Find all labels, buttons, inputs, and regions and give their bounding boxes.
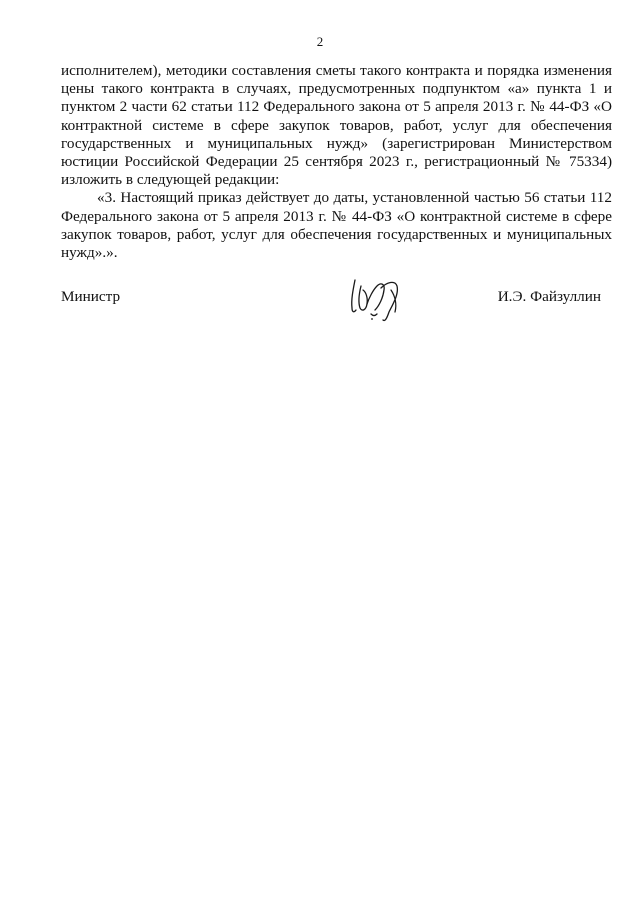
signatory-name: И.Э. Файзуллин xyxy=(497,288,601,305)
document-body xyxy=(61,62,612,262)
paragraph-clause-3: «3. Настоящий приказ действует до даты, установленной частью 56 статьи 112 Федерального закона от 5 апреля 2013 г. № 44-ФЗ «О контрактной системе в сфере закупок товаров, работ, услуг для обеспечения государственных и муниципальных нужд».». xyxy=(61,189,612,262)
paragraph-continuation: исполнителем), методики составления сметы такого контракта и порядка изменения цены такого контракта в случаях, предусмотренных подпунктом «а» пункта 1 и пунктом 2 части 62 статьи 112 Федерального закона от 5 апреля 2013 г. № 44-ФЗ «О контрактной системе в сфере закупок товаров, работ, услуг для обеспечения государственных и муниципальных нужд» (зарегистрирован Министерством юстиции Российской Федерации 25 сентября 2023 г., регистрационный № 75334) изложить в следующей редакции: xyxy=(61,62,612,189)
handwritten-signature xyxy=(341,268,411,328)
page-number: 2 xyxy=(316,34,324,49)
signature-block xyxy=(61,288,601,328)
signatory-title: Министр xyxy=(61,288,121,305)
